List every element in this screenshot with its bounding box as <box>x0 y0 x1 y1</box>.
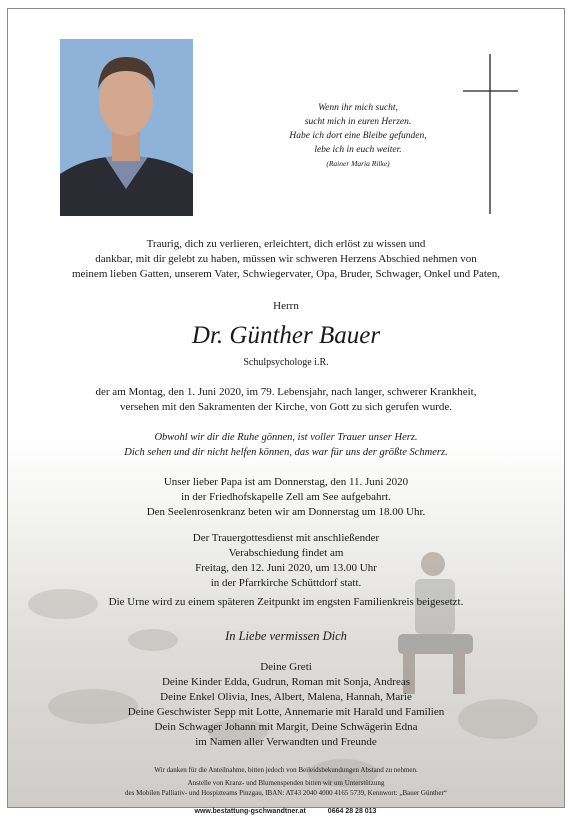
intro-text <box>8 237 564 282</box>
service-line: in der Pfarrkirche Schüttdorf statt. <box>210 577 362 589</box>
quote-line: sucht mich in euren Herzen. <box>304 117 412 127</box>
quote-line: lebe ich in euch weiter. <box>314 145 402 155</box>
viewing-info <box>8 475 564 520</box>
family-line: im Namen aller Verwandten und Freunde <box>195 736 377 748</box>
cross-icon <box>463 54 518 214</box>
thanks-line: Wir danken für die Anteilnahme, bitten jedoch von Beileidsbekundungen Abstand zu nehmen. <box>154 766 418 774</box>
viewing-line: Den Seelenrosenkranz beten wir am Donnerstag um 18.00 Uhr. <box>146 506 426 518</box>
service-line: Freitag, den 12. Juni 2020, um 13.00 Uhr <box>195 562 377 574</box>
thanks-line: des Mobilen Palliativ- und Hospizteams Pinzgau, IBAN: AT43 2040 4000 4165 5739, Kennwort: „Bauer Günther“ <box>125 789 447 797</box>
service-line: Der Trauergottesdienst mit anschließender <box>192 532 380 544</box>
phone-number: 0664 28 28 013 <box>327 808 377 815</box>
viewing-line: in der Friedhofskapelle Zell am See aufgebahrt. <box>181 491 391 503</box>
rest-quote-line: Dich sehen und dir nicht helfen können, das war für uns der größte Schmerz. <box>124 447 448 458</box>
profession: Schulpsychologe i.R. <box>243 357 329 368</box>
quote-source: (Rainer Maria Rilke) <box>326 159 390 168</box>
rest-quote-line: Obwohl wir dir die Ruhe gönnen, ist voller Trauer unser Herz. <box>154 432 418 443</box>
honorific: Herrn <box>273 300 299 312</box>
obituary-card <box>7 8 565 808</box>
family-line: Dein Schwager Johann mit Margit, Deine Schwägerin Edna <box>154 721 418 733</box>
footer <box>0 808 571 815</box>
death-notice-line: versehen mit den Sakramenten der Kirche, von Gott zu sich gerufen wurde. <box>119 401 453 413</box>
intro-line: dankbar, mit dir gelebt zu haben, müssen wir schweren Herzens Abschied nehmen von <box>95 253 477 265</box>
family-line: Deine Kinder Edda, Gudrun, Roman mit Sonja, Andreas <box>161 676 411 688</box>
intro-line: meinem lieben Gatten, unserem Vater, Schwiegervater, Opa, Bruder, Schwager, Onkel und Paten, <box>71 268 501 280</box>
death-notice <box>8 385 564 415</box>
family-list <box>8 660 564 750</box>
thanks-text <box>8 765 564 798</box>
thanks-line: Anstelle von Kranz- und Blumenspenden bitten wir um Unterstützung <box>187 779 385 787</box>
service-line: Verabschiedung findet am <box>228 547 344 559</box>
service-info <box>8 531 564 591</box>
love-heading: In Liebe vermissen Dich <box>225 629 347 643</box>
rilke-quote <box>258 101 458 171</box>
rest-quote <box>8 430 564 460</box>
family-line: Deine Enkel Olivia, Ines, Albert, Malena, Hannah, Marie <box>160 691 412 703</box>
portrait-photo <box>60 39 193 216</box>
family-line: Deine Geschwister Sepp mit Lotte, Annemarie mit Harald und Familien <box>127 706 445 718</box>
quote-line: Habe ich dort eine Bleibe gefunden, <box>289 131 427 141</box>
website-link[interactable]: www.bestattung-gschwandtner.at <box>194 808 306 815</box>
family-line: Deine Greti <box>260 661 312 673</box>
urn-notice: Die Urne wird zu einem späteren Zeitpunkt im engsten Familienkreis beigesetzt. <box>108 596 464 608</box>
viewing-line: Unser lieber Papa ist am Donnerstag, den 11. Juni 2020 <box>163 476 409 488</box>
deceased-name: Dr. Günther Bauer <box>191 322 381 349</box>
death-notice-line: der am Montag, den 1. Juni 2020, im 79. Lebensjahr, nach langer, schwerer Krankheit, <box>95 386 477 398</box>
quote-line: Wenn ihr mich sucht, <box>318 103 398 113</box>
intro-line: Traurig, dich zu verlieren, erleichtert, dich erlöst zu wissen und <box>146 238 426 250</box>
